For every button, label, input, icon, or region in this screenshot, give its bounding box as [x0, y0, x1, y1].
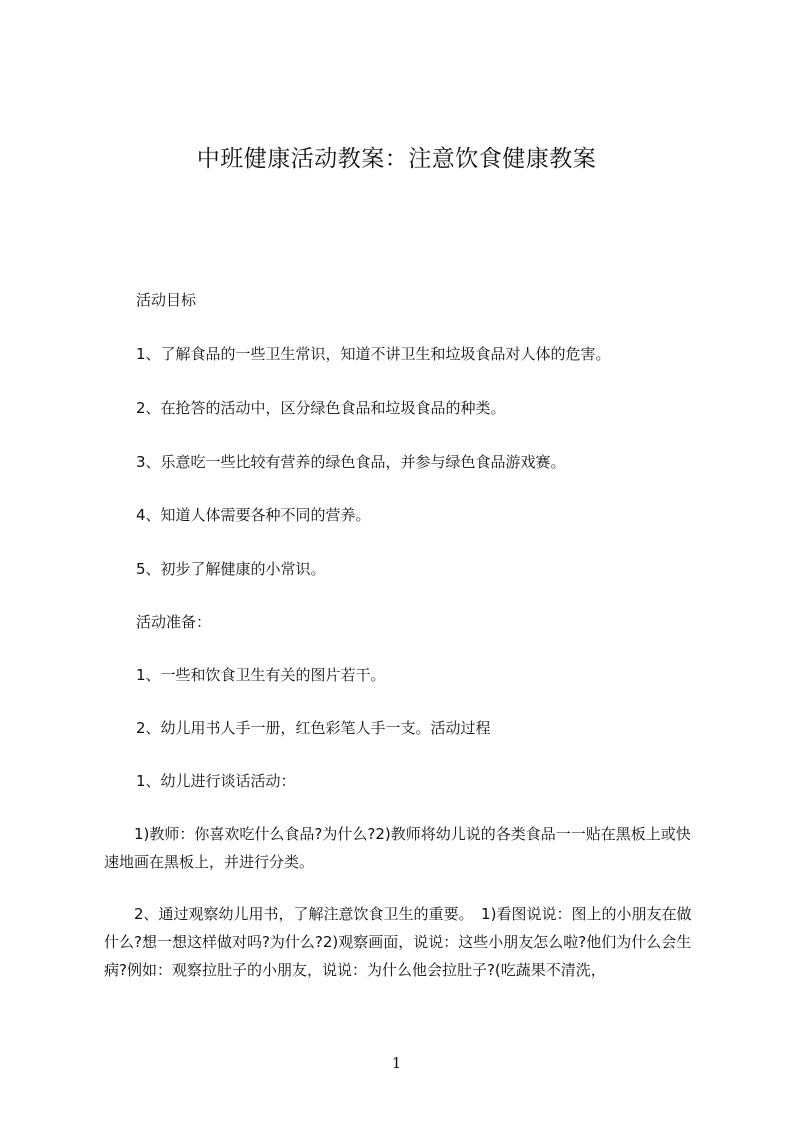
preparation-item: 2、幼儿用书人手一册，红色彩笔人手一支。活动过程 [136, 719, 491, 737]
preparation-item: 1、一些和饮食卫生有关的图片若干。 [136, 666, 386, 684]
goal-item: 3、乐意吃一些比较有营养的绿色食品，并参与绿色食品游戏赛。 [136, 453, 566, 471]
page-number: 1 [391, 1054, 402, 1072]
page-title: 中班健康活动教案：注意饮食健康教案 [196, 146, 597, 172]
process-paragraph-2: 2、通过观察幼儿用书，了解注意饮食卫生的重要。 1)看图说说：图上的小朋友在做什么?想一想这样做对吗?为什么?2)观察画面，说说：这些小朋友怎么啦?他们为什么会生病?例如：观察拉肚子的小朋友，说说：为什么他会拉肚子?(吃蔬果不清洗， [104, 905, 692, 979]
section-heading-goals: 活动目标 [136, 291, 197, 309]
goal-item: 5、初步了解健康的小常识。 [136, 560, 326, 578]
process-step: 1、幼儿进行谈话活动： [136, 772, 296, 790]
section-heading-preparation: 活动准备： [136, 613, 212, 631]
goal-item: 4、知道人体需要各种不同的营养。 [136, 506, 371, 524]
goal-item: 2、在抢答的活动中，区分绿色食品和垃圾食品的种类。 [136, 399, 506, 417]
process-paragraph-1: 1)教师：你喜欢吃什么食品?为什么?2)教师将幼儿说的各类食品一一贴在黑板上或快速地画在黑板上，并进行分类。 [104, 825, 691, 871]
goal-item: 1、了解食品的一些卫生常识，知道不讲卫生和垃圾食品对人体的危害。 [136, 345, 611, 363]
